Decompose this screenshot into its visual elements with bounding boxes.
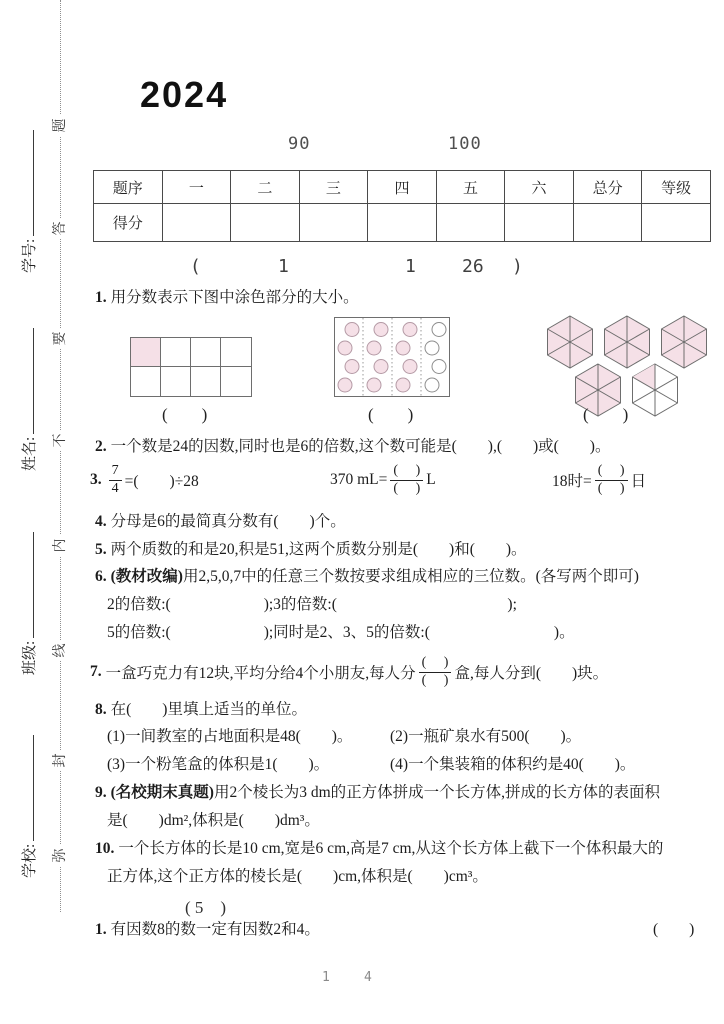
hint-number: 1 <box>405 256 416 277</box>
seal-char: 弥 <box>50 845 71 866</box>
grid-cell <box>161 338 191 367</box>
student-id-field <box>18 130 39 273</box>
circles-figure <box>334 317 450 397</box>
question-6-line2: 2的倍数:( );3的倍数:( ); <box>107 596 517 613</box>
seal-char: 内 <box>50 535 71 556</box>
class-field <box>18 532 39 675</box>
numerator: ( ) <box>393 463 421 479</box>
question-3-part3 <box>552 458 646 502</box>
seal-char: 不 <box>50 430 71 451</box>
seal-char: 题 <box>50 115 71 136</box>
score-annotation-right: 100 <box>448 134 482 154</box>
question-text: 用2,5,0,7中的任意三个数按要求组成相应的三位数。(各写两个即可) <box>182 568 639 585</box>
question-3-part2 <box>330 458 436 502</box>
empty-score-cell <box>162 204 231 242</box>
year-title: 2024 <box>140 74 229 115</box>
blank-fraction <box>419 655 452 688</box>
question-number: 10. <box>95 840 115 857</box>
equation-text: 18时= <box>552 473 592 490</box>
grid-cell <box>131 367 161 396</box>
seal-dashed-line <box>60 0 61 912</box>
field-label: 姓名: <box>22 436 38 471</box>
blank-fraction <box>390 463 423 496</box>
question-8-item1: (1)一间教室的占地面积是48( )。 <box>107 728 353 745</box>
question-text: 一个数是24的因数,同时也是6的倍数,这个数可能是( ),( )或( )。 <box>110 438 611 455</box>
question-text: 有因数8的数一定有因数2和4。 <box>110 921 320 938</box>
grid-cell <box>191 338 221 367</box>
question-4 <box>95 512 346 532</box>
field-label: 班级: <box>22 640 38 675</box>
truefalse-answer-blank: ( ) <box>653 921 695 938</box>
question-9-line2: 是( )dm²,体积是( )dm³。 <box>107 812 320 829</box>
fraction-grid-figure <box>130 337 252 397</box>
empty-score-cell <box>436 204 505 242</box>
shaded-cell <box>131 338 161 367</box>
question-number: 1. <box>95 921 107 938</box>
empty-score-cell <box>231 204 300 242</box>
question-number: 1. <box>95 289 107 306</box>
hexagon-partial <box>633 364 678 416</box>
question-text: 用2个棱长为3 dm的正方体拼成一个长方体,拼成的长方体的表面积 <box>213 784 661 801</box>
footer-page-number: 1 <box>322 970 330 985</box>
question-8 <box>95 700 307 720</box>
filled-circles <box>338 323 417 393</box>
seal-char: 答 <box>50 218 71 239</box>
empty-score-cell <box>505 204 574 242</box>
question-2 <box>95 437 610 457</box>
denominator: ( ) <box>595 480 628 497</box>
field-blank-line <box>18 328 34 434</box>
question-5 <box>95 540 527 560</box>
header-cell: 总分 <box>573 171 642 204</box>
field-blank-line <box>18 532 34 638</box>
blank-fraction <box>595 463 628 496</box>
question-text: 分母是6的最简真分数有( )个。 <box>110 513 346 530</box>
header-cell: 题序 <box>94 171 163 204</box>
denominator: ( ) <box>419 672 452 689</box>
field-blank-line <box>18 735 34 841</box>
grid-cell <box>221 367 251 396</box>
footer-page-number: 4 <box>364 970 372 985</box>
score-table-header-row <box>94 171 711 204</box>
question-text: 用分数表示下图中涂色部分的大小。 <box>110 289 359 306</box>
question-tag: (教材改编) <box>110 568 183 585</box>
question-number: 2. <box>95 438 107 455</box>
empty-score-cell <box>368 204 437 242</box>
unit-text: 日 <box>630 473 647 490</box>
empty-score-cell <box>299 204 368 242</box>
question-10 <box>95 839 663 859</box>
header-cell: 六 <box>505 171 574 204</box>
figure1-answer-blank: ( ) <box>162 405 208 424</box>
seal-char: 要 <box>50 328 71 349</box>
student-name-field <box>18 328 39 471</box>
score-annotation-left: 90 <box>288 134 311 154</box>
field-label: 学校: <box>22 843 38 878</box>
question-tag: (名校期末真题) <box>110 784 214 801</box>
equation-text: =( )÷28 <box>124 473 199 490</box>
question-number: 6. <box>95 568 107 585</box>
numerator: 7 <box>111 463 119 479</box>
question-text: 一个长方体的长是10 cm,宽是6 cm,高是7 cm,从这个长方体上截下一个体积最大的 <box>118 840 664 857</box>
fraction-7-4 <box>109 463 122 496</box>
header-cell: 等级 <box>642 171 711 204</box>
question-text: 在( )里填上适当的单位。 <box>110 701 307 718</box>
question-10-line2: 正方体,这个正方体的棱长是( )cm,体积是( )cm³。 <box>107 868 488 885</box>
question-number: 4. <box>95 513 107 530</box>
seal-char: 封 <box>50 750 71 771</box>
figure3-answer-blank: ( ) <box>583 405 629 424</box>
numerator: ( ) <box>597 463 625 479</box>
figure2-answer-blank: ( ) <box>368 405 414 424</box>
field-label: 学号: <box>22 238 38 273</box>
question-8-item3: (3)一个粉笔盒的体积是1( )。 <box>107 756 330 773</box>
row-label-cell: 得分 <box>94 204 163 242</box>
question-3-part1 <box>90 458 199 502</box>
question-6-line3: 5的倍数:( );同时是2、3、5的倍数:( )。 <box>107 624 575 641</box>
empty-score-cell <box>642 204 711 242</box>
truefalse-question-1 <box>95 920 320 940</box>
hint-number: 26 <box>462 256 484 277</box>
grid-cell <box>191 367 221 396</box>
question-text: 一盒巧克力有12块,平均分给4个小朋友,每人分 <box>105 665 416 682</box>
question-number: 7. <box>90 663 102 680</box>
grid-cell <box>161 367 191 396</box>
header-cell: 四 <box>368 171 437 204</box>
section-2-marker: ( 5 ) <box>185 898 227 917</box>
hint-paren-close: ) <box>512 256 523 277</box>
seal-char: 线 <box>50 640 71 661</box>
question-text: 两个质数的和是20,积是51,这两个质数分别是( )和( )。 <box>110 541 527 558</box>
school-field <box>18 735 39 878</box>
question-number: 3. <box>90 471 102 488</box>
unit-text: L <box>426 471 436 488</box>
question-8-item2: (2)一瓶矿泉水有500( )。 <box>390 728 582 745</box>
question-7 <box>90 650 608 694</box>
header-cell: 二 <box>231 171 300 204</box>
hint-number: 1 <box>278 256 289 277</box>
question-9 <box>95 783 660 803</box>
question-number: 8. <box>95 701 107 718</box>
question-8-item4: (4)一个集装箱的体积约是40( )。 <box>390 756 636 773</box>
grid-cell <box>221 338 251 367</box>
question-number: 5. <box>95 541 107 558</box>
field-blank-line <box>18 130 34 236</box>
question-number: 9. <box>95 784 107 801</box>
header-cell: 五 <box>436 171 505 204</box>
numerator: ( ) <box>421 655 449 671</box>
hint-paren-open: ( <box>190 256 201 277</box>
question-1 <box>95 288 359 308</box>
empty-score-cell <box>573 204 642 242</box>
header-cell: 一 <box>162 171 231 204</box>
equation-text: 370 mL= <box>330 471 388 488</box>
question-text: 盒,每人分到( )块。 <box>454 665 609 682</box>
header-cell: 三 <box>299 171 368 204</box>
denominator: 4 <box>109 480 122 497</box>
score-table-score-row <box>94 204 711 242</box>
denominator: ( ) <box>390 480 423 497</box>
empty-circles <box>425 323 446 393</box>
question-6 <box>95 567 639 587</box>
score-table <box>93 170 711 242</box>
